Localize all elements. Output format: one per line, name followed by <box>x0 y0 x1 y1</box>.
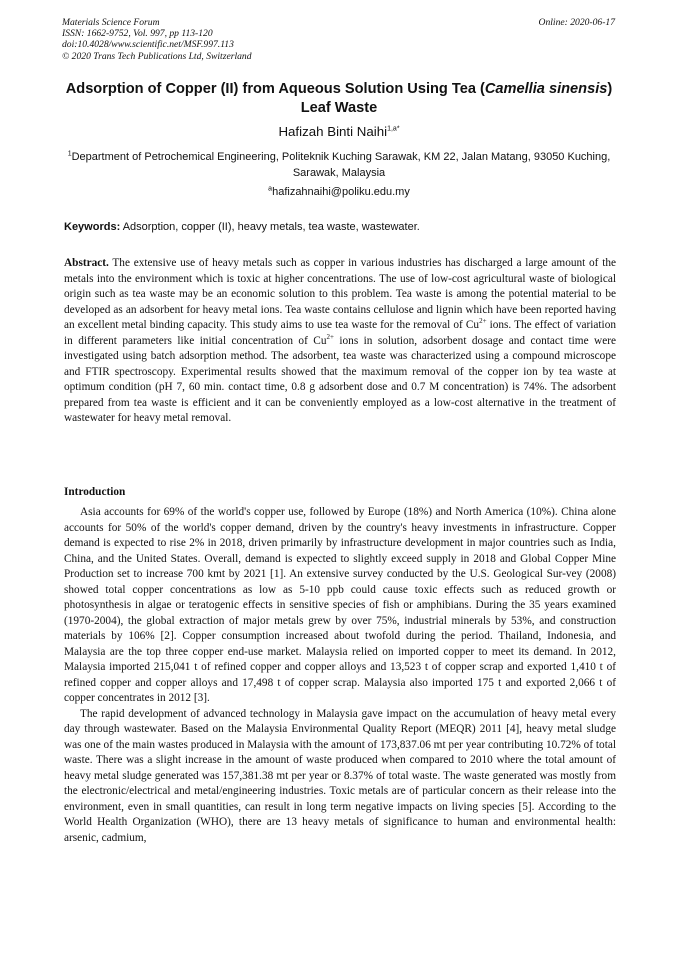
affiliation-sup: 1 <box>67 150 72 158</box>
title-part-1: Adsorption of Copper (II) from Aqueous Solution Using Tea ( <box>65 81 485 97</box>
abstract-text-2: ions. The effect of variation in different parameters like initial concentration of Cu <box>64 319 616 347</box>
journal-header <box>62 17 252 62</box>
title-species: Camellia sinensis <box>484 81 608 97</box>
abstract-sup-2: 2+ <box>326 332 334 341</box>
affiliation-text: Department of Petrochemical Engineering, Politeknik Kuching Sarawak, KM 22, Jalan Matang, 93050 Kuching, Sarawak, Malaysia <box>71 151 611 179</box>
keywords-text: Adsorption, copper (II), heavy metals, tea waste, wastewater. <box>120 221 420 233</box>
journal-copyright: © 2020 Trans Tech Publications Ltd, Switzerland <box>62 50 252 62</box>
keywords-label: Keywords: <box>64 221 121 233</box>
author-line <box>62 124 616 139</box>
title-part-2: ) Leaf Waste <box>300 81 613 116</box>
online-date: Online: 2020-06-17 <box>538 17 615 28</box>
abstract-text-3: ions in solution, adsorbent dosage and contact time were investigated using batch adsorption method. The adsorbent, tea waste was characterized using a compound microscope and FTIR spectroscopy. Experimental results showed that the maximum removal of the copper ion by tea waste at optimum condition (pH 7, 60 min. contact time, 0.8 g adsorbent dose and 0.7 M concentration) is 74%. The adsorbent prepared from tea waste is efficient and it can be conveniently employed as a low-cost alternative in the treatment of wastewater for heavy metal removal. <box>64 334 616 424</box>
author-name: Hafizah Binti Naihi <box>278 124 388 139</box>
paper-title <box>62 80 616 118</box>
journal-doi: doi:10.4028/www.scientific.net/MSF.997.113 <box>62 39 234 51</box>
abstract-text-1: The extensive use of heavy metals such as copper in various industries has discharged a large amount of the metals into the environment which is toxic at higher concentrations. The use of low-cost agricultural waste of biological origin such as tea waste may be an economic solution to this problem. Tea waste is among the potential material to be developed as an adsorbent for heavy metal ions. Tea waste contains cellulose and lignin which have been reported having an excellent metal binding capacity. This study aims to use tea waste for the removal of Cu <box>64 257 616 331</box>
affiliation <box>62 150 616 181</box>
email-sup: a <box>268 185 273 193</box>
author-sup: 1,a* <box>387 125 400 133</box>
introduction-paragraph-2: The rapid development of advanced technology in Malaysia gave impact on the accumulation of heavy metal every day through wastewater. Based on the Malaysia Environmental Quality Report (MEQR) 2011 [4], heavy metal sludge was one of the main wastes produced in Malaysia with the amount of 173,837.06 mt per year contributing 10.72% of total waste. There was a slight increase in the amount of waste produced when compared to 2010 where the total amount of heavy metal sludge generated was 157,381.38 mt per year or 8.37% of total waste. The waste generated was mostly from the electronic/electrical and metal/engineering industries. Toxic metals are of particular concern as their release into the environment, even in small quantities, can result in long term negative impacts on living species [5]. According to the World Health Organization (WHO), there are 13 heavy metals of significance to human and environmental health: arsenic, cadmium, <box>64 707 616 844</box>
keywords <box>64 221 616 233</box>
journal-issn: ISSN: 1662-9752, Vol. 997, pp 113-120 <box>62 28 213 40</box>
author-email[interactable] <box>62 186 616 198</box>
abstract <box>64 256 616 427</box>
introduction-body <box>64 505 616 846</box>
abstract-sup-1: 2+ <box>479 317 487 326</box>
journal-name: Materials Science Forum <box>62 17 160 28</box>
introduction-heading: Introduction <box>64 486 126 498</box>
email-text[interactable]: hafizahnaihi@poliku.edu.my <box>272 186 410 198</box>
abstract-label: Abstract. <box>64 257 109 269</box>
introduction-paragraph-1: Asia accounts for 69% of the world's copper use, followed by Europe (18%) and North America (10%). China alone accounts for 50% of the world's copper demand, driven by the country's heavy investments in infrastructure. Copper demand is expected to rise 2% in 2018, driven primarily by infrastructure development in major countries such as India, China, and the United States. Overall, demand is expected to slightly exceed supply in 2018 and Global Copper Mine Production set to increase 700 kmt by 2021 [1]. An extensive survey conducted by the U.S. Geological Sur-vey (2008) showed total copper concentrations as low as 5-10 ppb could cause toxic effects such as reduced growth or photosynthesis in algae or teratogenic effects in sensitive species of fish or amphibians. During the 35 years examined (1970-2004), the global extraction of major metals grew by over 75%, industrial minerals by 53%, and construction materials by 106% [2]. Copper consumption increased about twofold during the period. Thailand, Indonesia, and Malaysia are the top three copper end-use market. Malaysia relied on imported copper to meet its demand. In 2012, Malaysia imported 215,041 t of refined copper and copper alloys and 13,523 t of copper scrap and exported 1,410 t of refined copper and copper alloys and 17,498 t of copper scrap. Malaysia also imported 175 t and exported 2,066 t of copper concentrates in 2012 [3]. <box>64 506 616 704</box>
